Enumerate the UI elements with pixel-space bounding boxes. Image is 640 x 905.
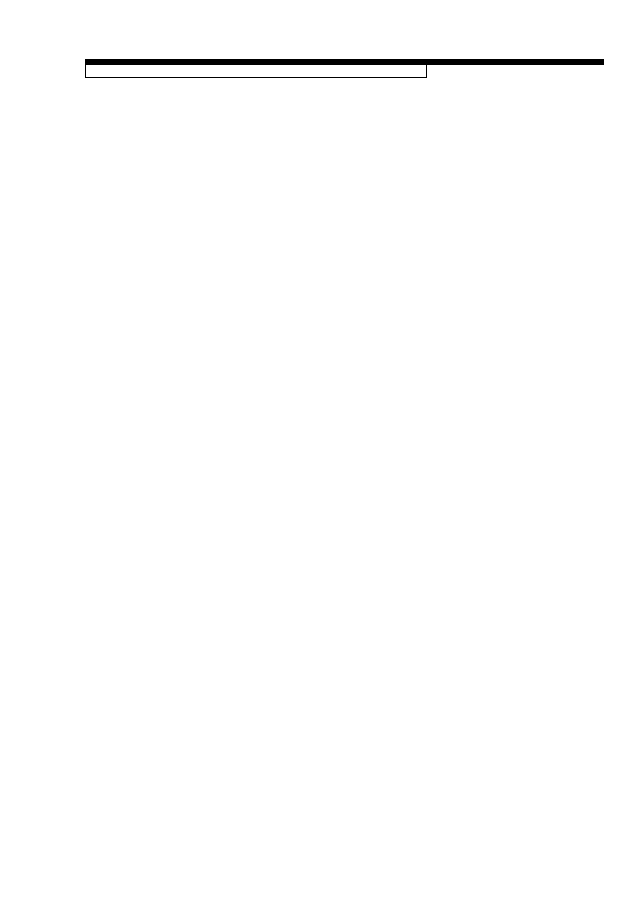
by-years-row bbox=[86, 65, 604, 78]
by-years-label bbox=[86, 65, 427, 78]
financing-total-value bbox=[427, 64, 604, 65]
subprogram-passport-table bbox=[85, 59, 604, 78]
